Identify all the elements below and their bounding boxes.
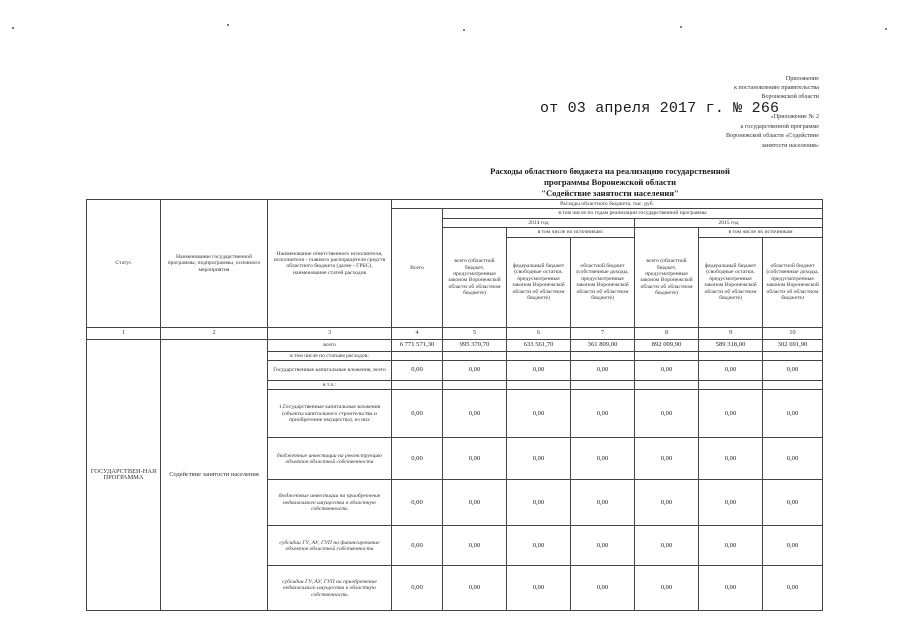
value-cell: 0,00 [699,390,763,438]
value-cell [392,381,443,390]
value-cell: 0,00 [507,361,571,381]
value-cell: 0,00 [763,438,823,480]
value-cell: 0,00 [635,480,699,526]
value-cell: 0,00 [443,480,507,526]
value-cell: 0,00 [635,390,699,438]
value-cell [443,381,507,390]
scan-speck [227,24,229,26]
header-sources-2014: в том числе по источникам: [507,228,635,237]
header-col7: областной бюджет (собственные доходы, предусмотренные законом Воронежской области об областном бюджете) [571,237,635,327]
row-label: субсидии ГУ, АУ, ГУП на финансирование объектов областной собственности [268,526,392,566]
appendix2-line: Воронежской области «Содействие [725,132,819,139]
row-label: субсидии ГУ, АУ, ГУП на приобретение недвижимого имущества в областную собственность [268,566,392,611]
value-cell: 0,00 [392,361,443,381]
value-total: 6 771 571,30 [392,339,443,351]
value-cell: 0,00 [507,438,571,480]
value-cell: 0,00 [443,526,507,566]
value-cell [392,351,443,360]
appendix-line: к постановлению правительства [733,84,819,91]
index-cell: 5 [443,327,507,339]
value-cell: 0,00 [763,566,823,611]
value-cell: 0,00 [699,438,763,480]
appendix-line: Воронежской области [761,93,819,100]
value-cell: 0,00 [507,480,571,526]
index-cell: 10 [763,327,823,339]
row-label: 1.Государственные капитальные вложения (объекты капитального строительства и приобретение имущества), из них [268,390,392,438]
value-cell: 0,00 [635,526,699,566]
scan-speck [463,29,465,31]
value-cell: 0,00 [571,526,635,566]
value-cell: 0,00 [443,361,507,381]
header-col6: федеральный бюджет (свободные остатки, предусмотренные законом Воронежской области об областном бюджете) [507,237,571,327]
header-col8: всего (областной бюджет, предусмотренные законом Воронежской области об областном бюджете) [635,228,699,327]
budget-table [86,199,823,611]
value-cell [571,351,635,360]
value-cell: 0,00 [635,361,699,381]
index-cell: 2 [161,327,268,339]
scan-speck [12,27,14,29]
value-cell [635,351,699,360]
row-label: всего [268,339,392,351]
index-cell: 7 [571,327,635,339]
value-cell [635,381,699,390]
value-cell: 302 691,90 [763,339,823,351]
value-cell: 0,00 [763,361,823,381]
header-col10: областной бюджет (собственные доходы, предусмотренные законом Воронежской области об областном бюджете) [763,237,823,327]
value-cell: 0,00 [392,526,443,566]
appendix2-note [659,112,819,150]
row-label: бюджетные инвестиции на реконструкцию объектов областной собственности [268,438,392,480]
document-title [440,166,780,199]
value-cell: 0,00 [443,390,507,438]
index-cell: 3 [268,327,392,339]
value-cell: 0,00 [763,390,823,438]
value-cell: 0,00 [392,566,443,611]
value-cell: 0,00 [507,566,571,611]
header-sources-2015: в том числе по источникам [699,228,823,237]
value-cell [699,351,763,360]
value-cell: 633 561,70 [507,339,571,351]
header-col5: всего (областной бюджет, предусмотренные законом Воронежской области об областном бюджете) [443,228,507,327]
value-cell: 0,00 [635,438,699,480]
value-cell: 589 318,00 [699,339,763,351]
appendix-note [649,74,819,101]
title-line: программы Воронежской области [543,177,677,187]
value-cell: 0,00 [699,566,763,611]
value-cell [699,381,763,390]
value-cell [571,381,635,390]
program-name: Содействие занятости населения [161,339,268,611]
appendix2-line: к государственной программе [740,122,819,130]
appendix-line: Приложение [785,75,819,82]
value-cell: 361 809,00 [571,339,635,351]
appendix2-line: «Приложение № 2 [770,113,819,120]
header-year-2015: 2015 год [635,218,823,227]
value-cell: 995 370,70 [443,339,507,351]
value-cell: 0,00 [392,390,443,438]
header-name: Наименование государственной программы, подпрограммы, основного мероприятия [161,200,268,328]
row-label: в том числе по статьям расходов: [268,351,392,360]
index-cell: 4 [392,327,443,339]
value-cell: 0,00 [699,361,763,381]
value-cell: 0,00 [571,438,635,480]
value-cell: 0,00 [763,526,823,566]
table-row [87,339,823,351]
decree-stamp: от 03 апреля 2017 г. № 266 [540,100,780,117]
row-label: в т.ч.: [268,381,392,390]
row-label: бюджетные инвестиции на приобретение недвижимого имущества в областную собственность [268,480,392,526]
header-total: Всего [392,209,443,327]
value-cell [507,351,571,360]
value-cell: 0,00 [571,361,635,381]
header-budget-group: Расходы областного бюджета, тыс. руб. [392,200,823,209]
value-cell: 0,00 [763,480,823,526]
index-cell: 6 [507,327,571,339]
header-status: Статус [87,200,161,328]
value-cell: 0,00 [392,438,443,480]
index-cell: 8 [635,327,699,339]
row-label: Государственные капитальные вложения, всего [268,361,392,381]
value-cell: 0,00 [443,438,507,480]
value-cell: 0,00 [392,480,443,526]
scan-speck [885,28,887,30]
title-line: "Содействие занятости населения" [541,188,679,198]
header-executor: Наименование ответственного исполнителя, исполнителя - главного распорядителя средств областного бюджета (далее - ГРБС), наименование статей расходов [268,200,392,328]
value-cell: 0,00 [507,390,571,438]
header-years-group: в том числе по годам реализации государственной программы [443,209,823,218]
value-cell: 0,00 [571,566,635,611]
appendix2-line: занятости населения» [761,141,819,149]
value-cell: 0,00 [699,526,763,566]
value-cell: 0,00 [443,566,507,611]
header-col9: федеральный бюджет (свободные остатки, предусмотренные законом Воронежской области об областном бюджете) [699,237,763,327]
value-cell: 0,00 [699,480,763,526]
value-cell [443,351,507,360]
value-cell: 892 009,90 [635,339,699,351]
value-cell: 0,00 [571,390,635,438]
program-status: ГОСУДАРСТВЕН-НАЯ ПРОГРАММА [87,339,161,611]
value-cell: 0,00 [507,526,571,566]
index-cell: 9 [699,327,763,339]
value-cell: 0,00 [571,480,635,526]
value-cell [507,381,571,390]
index-cell: 1 [87,327,161,339]
value-cell [763,351,823,360]
title-line: Расходы областного бюджета на реализацию государственной [490,166,730,176]
header-year-2014: 2014 год [443,218,635,227]
scan-speck [680,26,682,28]
value-cell [763,381,823,390]
value-cell: 0,00 [635,566,699,611]
